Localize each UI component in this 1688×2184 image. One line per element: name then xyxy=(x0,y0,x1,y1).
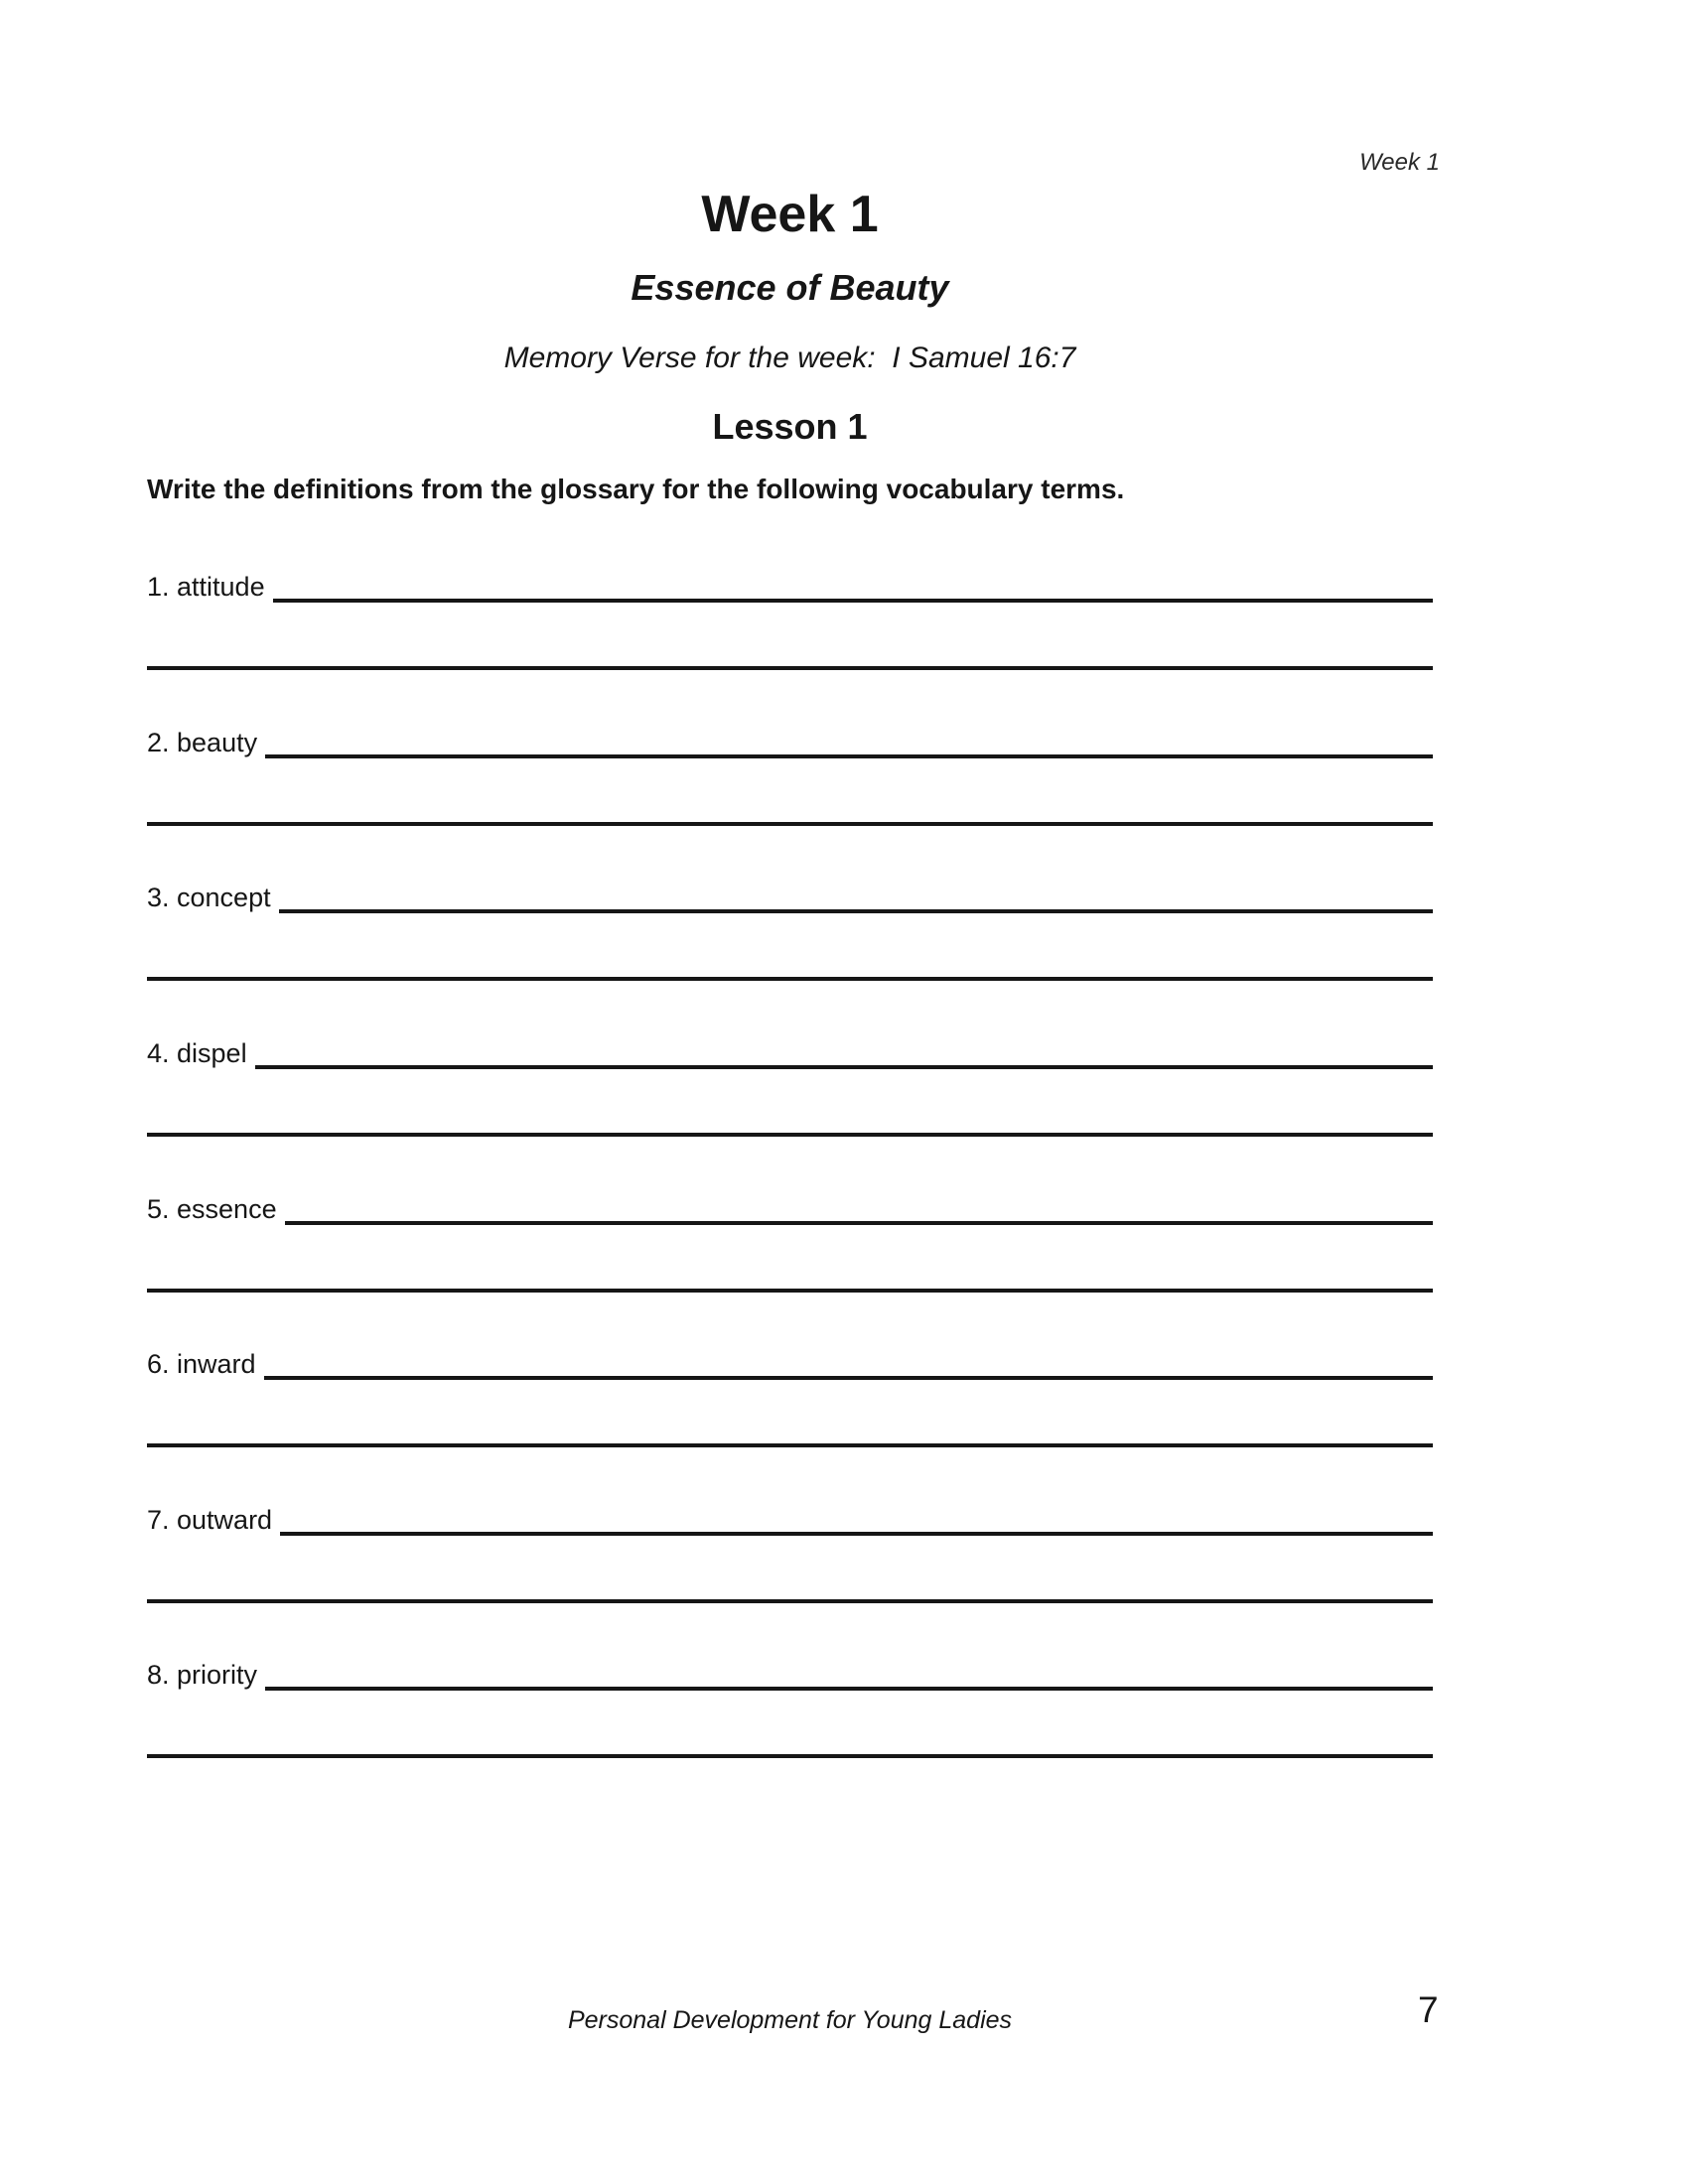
vocab-term-label: 3. concept xyxy=(147,883,271,912)
definition-blank-line xyxy=(265,1659,1433,1691)
vocab-item-concept xyxy=(147,882,1433,991)
definition-blank-line xyxy=(273,571,1433,603)
definition-blank-line xyxy=(147,1133,1433,1137)
vocab-term-label: 8. priority xyxy=(147,1660,258,1690)
page-header-week-label: Week 1 xyxy=(1359,149,1440,176)
definition-blank-line xyxy=(279,882,1433,913)
lesson-heading: Lesson 1 xyxy=(712,406,868,447)
vocab-term-label: 6. inward xyxy=(147,1349,256,1379)
definition-blank-line xyxy=(255,1037,1433,1069)
vocab-term-label: 2. beauty xyxy=(147,728,258,757)
definition-blank-line xyxy=(147,822,1433,826)
definition-blank-line xyxy=(147,1754,1433,1758)
vocab-item-priority xyxy=(147,1659,1433,1768)
definition-blank-line xyxy=(285,1193,1433,1225)
definition-blank-line xyxy=(147,977,1433,981)
lesson-subtitle: Essence of Beauty xyxy=(631,267,949,308)
vocab-term-label: 1. attitude xyxy=(147,572,265,602)
vocab-item-dispel xyxy=(147,1037,1433,1147)
footer-book-title: Personal Development for Young Ladies xyxy=(567,2006,1013,2034)
definition-blank-line xyxy=(147,666,1433,670)
definition-blank-line xyxy=(147,1443,1433,1447)
vocab-item-outward xyxy=(147,1504,1433,1613)
definition-blank-line xyxy=(147,1599,1433,1603)
week-title: Week 1 xyxy=(701,186,879,243)
vocab-term-label: 7. outward xyxy=(147,1505,273,1535)
vocab-term-label: 4. dispel xyxy=(147,1038,247,1068)
vocab-item-attitude xyxy=(147,571,1433,680)
definition-blank-line xyxy=(147,1289,1433,1293)
vocab-term-label: 5. essence xyxy=(147,1194,277,1224)
definition-blank-line xyxy=(265,727,1433,758)
instructions-text: Write the definitions from the glossary for the following vocabulary terms. xyxy=(147,474,1125,504)
memory-verse: Memory Verse for the week: I Samuel 16:7 xyxy=(503,341,1076,374)
vocab-item-inward xyxy=(147,1348,1433,1457)
vocab-item-essence xyxy=(147,1193,1433,1302)
definition-blank-line xyxy=(280,1504,1433,1536)
page-number: 7 xyxy=(1418,1989,1439,2030)
definition-blank-line xyxy=(264,1348,1433,1380)
vocab-item-beauty xyxy=(147,727,1433,836)
